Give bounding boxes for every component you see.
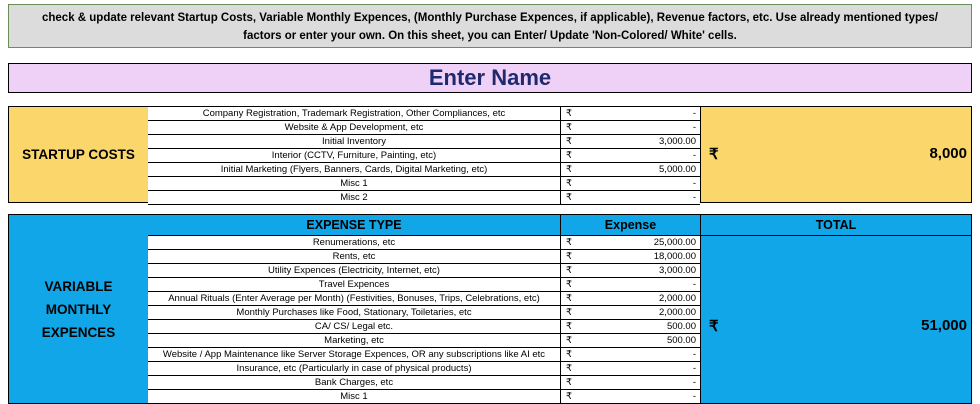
variable-total-cell	[700, 215, 971, 403]
total-header: TOTAL	[701, 215, 971, 236]
currency-symbol: ₹	[566, 136, 573, 147]
table-row	[148, 306, 700, 320]
variable-expenses-label	[9, 215, 149, 403]
expense-description[interactable]: CA/ CS/ Legal etc.	[148, 320, 561, 333]
currency-symbol: ₹	[566, 279, 573, 290]
expense-description[interactable]: Utility Expences (Electricity, Internet, etc)	[148, 264, 561, 277]
expense-description[interactable]: Misc 1	[148, 177, 561, 190]
expense-description[interactable]: Interior (CCTV, Furniture, Painting, etc)	[148, 149, 561, 162]
expense-description[interactable]: Travel Expences	[148, 278, 561, 291]
currency-symbol: ₹	[566, 150, 573, 161]
startup-costs-rows	[148, 107, 700, 205]
currency-symbol: ₹	[566, 251, 573, 262]
expense-amount[interactable]: -	[692, 349, 696, 360]
expense-description[interactable]: Insurance, etc (Particularly in case of physical products)	[148, 362, 561, 375]
expense-amount[interactable]: 18,000.00	[653, 251, 696, 262]
expense-amount[interactable]: 2,000.00	[659, 293, 696, 304]
expense-description[interactable]: Monthly Purchases like Food, Stationary, Toiletaries, etc	[148, 306, 561, 319]
table-header	[148, 215, 700, 236]
table-row	[148, 362, 700, 376]
table-row	[148, 390, 700, 404]
expense-amount[interactable]: 500.00	[666, 321, 696, 332]
startup-costs-label: STARTUP COSTS	[9, 107, 149, 202]
currency-symbol: ₹	[566, 237, 573, 248]
expense-amount[interactable]: 25,000.00	[653, 237, 696, 248]
expense-description[interactable]: Company Registration, Trademark Registration, Other Compliances, etc	[148, 107, 561, 120]
currency-symbol: ₹	[566, 363, 573, 374]
table-row	[148, 376, 700, 390]
expense-amount[interactable]: -	[692, 122, 696, 133]
currency-symbol: ₹	[566, 377, 573, 388]
table-row	[148, 264, 700, 278]
expense-amount[interactable]: -	[692, 377, 696, 388]
expense-amount[interactable]: 3,000.00	[659, 265, 696, 276]
currency-symbol: ₹	[566, 192, 573, 203]
expense-type-header: EXPENSE TYPE	[148, 215, 561, 235]
expense-amount[interactable]: -	[692, 192, 696, 203]
expense-description[interactable]: Renumerations, etc	[148, 236, 561, 249]
currency-symbol: ₹	[566, 164, 573, 175]
variable-expenses-section	[8, 214, 972, 404]
expense-description[interactable]: Marketing, etc	[148, 334, 561, 347]
currency-symbol: ₹	[566, 307, 573, 318]
table-row	[148, 149, 700, 163]
variable-label-line-1: VARIABLE	[44, 278, 113, 294]
table-row	[148, 191, 700, 205]
currency-symbol: ₹	[566, 321, 573, 332]
name-title-cell[interactable]: Enter Name	[8, 63, 972, 93]
startup-total-cell	[700, 107, 971, 202]
table-row	[148, 334, 700, 348]
expense-amount[interactable]: -	[692, 150, 696, 161]
expense-description[interactable]: Website / App Maintenance like Server Storage Expences, OR any subscriptions like AI etc	[148, 348, 561, 361]
table-row	[148, 320, 700, 334]
table-row	[148, 107, 700, 121]
table-row	[148, 163, 700, 177]
table-row	[148, 292, 700, 306]
currency-symbol: ₹	[566, 122, 573, 133]
variable-label-line-3: EXPENCES	[41, 324, 116, 340]
expense-amount[interactable]: -	[692, 108, 696, 119]
currency-symbol: ₹	[709, 146, 719, 163]
expense-description[interactable]: Misc 1	[148, 390, 561, 403]
expense-description[interactable]: Website & App Development, etc	[148, 121, 561, 134]
table-row	[148, 348, 700, 362]
expense-amount[interactable]: 3,000.00	[659, 136, 696, 147]
expense-amount[interactable]: -	[692, 363, 696, 374]
variable-expenses-rows	[148, 215, 700, 404]
table-row	[148, 177, 700, 191]
expense-header: Expense	[604, 218, 657, 232]
currency-symbol: ₹	[566, 265, 573, 276]
variable-label-line-2: MONTHLY	[45, 301, 112, 317]
table-row	[148, 121, 700, 135]
startup-costs-section	[8, 106, 972, 203]
table-row	[148, 278, 700, 292]
currency-symbol: ₹	[566, 293, 573, 304]
expense-amount[interactable]: -	[692, 391, 696, 402]
startup-total-value: 8,000	[929, 145, 967, 162]
instructions-line-1: check & update relevant Startup Costs, Variable Monthly Expences, (Monthly Purchase Expences, if applicable), Revenue factors, etc. Use already mentioned types/	[41, 12, 938, 24]
currency-symbol: ₹	[566, 335, 573, 346]
expense-amount[interactable]: 5,000.00	[659, 164, 696, 175]
currency-symbol: ₹	[709, 318, 719, 335]
currency-symbol: ₹	[566, 178, 573, 189]
expense-description[interactable]: Initial Inventory	[148, 135, 561, 148]
expense-description[interactable]: Bank Charges, etc	[148, 376, 561, 389]
table-row	[148, 250, 700, 264]
currency-symbol: ₹	[566, 108, 573, 119]
expense-description[interactable]: Annual Rituals (Enter Average per Month) (Festivities, Bonuses, Trips, Celebrations, etc)	[148, 292, 561, 305]
expense-description[interactable]: Rents, etc	[148, 250, 561, 263]
expense-amount[interactable]: 2,000.00	[659, 307, 696, 318]
instructions-line-2: factors or enter your own. On this sheet, you can Enter/ Update 'Non-Colored/ White' cells.	[243, 30, 737, 42]
instructions-note	[8, 4, 972, 48]
expense-description[interactable]: Initial Marketing (Flyers, Banners, Cards, Digital Marketing, etc)	[148, 163, 561, 176]
expense-amount[interactable]: 500.00	[666, 335, 696, 346]
table-row	[148, 236, 700, 250]
variable-total-value: 51,000	[921, 317, 967, 334]
expense-amount[interactable]: -	[692, 279, 696, 290]
expense-description[interactable]: Misc 2	[148, 191, 561, 204]
table-row	[148, 135, 700, 149]
expense-amount[interactable]: -	[692, 178, 696, 189]
currency-symbol: ₹	[566, 391, 573, 402]
currency-symbol: ₹	[566, 349, 573, 360]
